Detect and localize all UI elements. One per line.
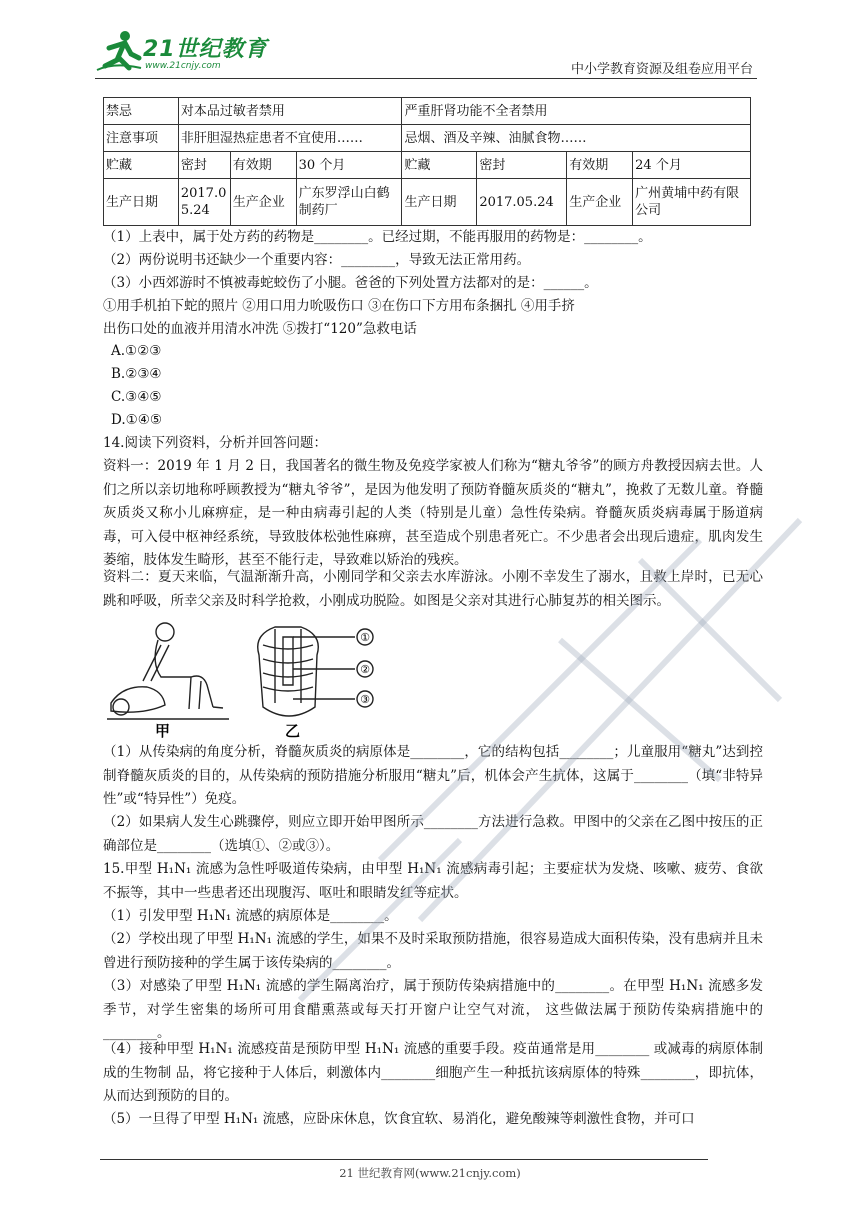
table-cell: 贮藏: [402, 152, 477, 179]
drug-info-table: [103, 97, 751, 226]
table-cell: 有效期: [230, 152, 296, 179]
table-cell: 生产企业: [230, 179, 296, 226]
option-d: D.①④⑤: [111, 412, 162, 428]
option-a: A.①②③: [111, 343, 162, 359]
logo: [95, 28, 285, 76]
table-cell: 生产日期: [402, 179, 477, 226]
option-c: C.③④⑤: [111, 389, 162, 405]
table-row: [104, 179, 751, 226]
q15-part4: （4）接种甲型 H₁N₁ 流感疫苗是预防甲型 H₁N₁ 流感的重要手段。疫苗通常是用________ 或减毒的病原体制成的生物制 品，将它接种于人体后，刺激体内________细胞产生一种抵抗该病原体的特殊________，即抗体，从而达到预防的目的。: [103, 1041, 763, 1104]
q13-part2: （2）两份说明书还缺少一个重要内容：________，导致无法正常用药。: [103, 252, 531, 268]
table-cell: 有效期: [567, 152, 633, 179]
runner-logo-icon: [95, 28, 143, 74]
q15-part5: （5）一旦得了甲型 H₁N₁ 流感，应卧床休息，饮食宜软、易消化，避免酸辣等刺激性食物，并可口: [103, 1111, 695, 1127]
page-footer: 21 世纪教育网(www.21cnjy.com): [339, 1166, 521, 1180]
table-cell: 严重肝肾功能不全者禁用: [402, 98, 751, 125]
logo-url: www.21cnjy.com: [145, 61, 221, 71]
q13-part1: （1）上表中，属于处方药的药物是________。已经过期，不能再服用的药物是：________。: [103, 229, 652, 245]
table-cell: 广东罗浮山白鹤制药厂: [296, 179, 402, 226]
q15-part1: （1）引发甲型 H₁N₁ 流感的病原体是________。: [103, 908, 398, 924]
table-cell: 生产日期: [104, 179, 179, 226]
table-cell: 生产企业: [567, 179, 633, 226]
table-cell: 禁忌: [104, 98, 179, 125]
table-cell: 注意事项: [104, 125, 179, 152]
table-cell: 24 个月: [633, 152, 751, 179]
logo-text: 21世纪教育: [143, 37, 268, 62]
q14-material-2: 资料二：夏天来临，气温渐渐升高，小刚同学和父亲去水库游泳。小刚不幸发生了溺水，且救上岸时，已无心跳和呼吸，所幸父亲及时科学抢救，小刚成功脱险。如图是父亲对其进行心肺复苏的相关图示。: [103, 569, 763, 609]
option-b: B.②③④: [111, 366, 162, 382]
figure-label-yi: 乙: [285, 722, 301, 740]
figure-label-jia: 甲: [155, 722, 171, 740]
table-cell: 密封: [178, 152, 230, 179]
table-cell: 广州黄埔中药有限公司: [633, 179, 751, 226]
q15-stem: 15.甲型 H₁N₁ 流感为急性呼吸道传染病，由甲型 H₁N₁ 流感病毒引起；主要症状为发烧、咳嗽、疲劳、食欲不振等，其中一些患者还出现腹泻、呕吐和眼睛发红等症状。: [103, 861, 763, 901]
table-cell: 贮藏: [104, 152, 179, 179]
q15-part2: （2）学校出现了甲型 H₁N₁ 流感的学生，如果不及时采取预防措施，很容易造成大面积传染，没有患病并且未曾进行预防接种的学生属于该传染病的________。: [103, 931, 763, 971]
marker-1-text: ①: [360, 631, 370, 644]
table-row: [104, 125, 751, 152]
cpr-figure: [103, 615, 403, 740]
q14-title: 14.阅读下列资料，分析并回答问题：: [103, 435, 327, 451]
q14-answer-1: （1）从传染病的角度分析，脊髓灰质炎的病原体是________，它的结构包括________；儿童服用“糖丸”达到控制脊髓灰质炎的目的，从传染病的预防措施分析服用“糖丸”后，机体会产生抗体，这属于________（填“非特异性”或“特异性”）免疫。: [103, 744, 763, 807]
table-cell: 30 个月: [296, 152, 402, 179]
q14-material-1: 资料一：2019 年 1 月 2 日，我国著名的微生物及免疫学家被人们称为“糖丸爷爷”的顾方舟教授因病去世。人们之所以亲切地称呼顾教授为“糖丸爷爷”，是因为他发明了预防脊髓灰质炎的“糖丸”，挽救了无数儿童。脊髓灰质炎又称小儿麻痹症，是一种由病毒引起的人类（特别是儿童）急性传染病。脊髓灰质炎病毒属于肠道病毒，可入侵中枢神经系统，导致肢体松弛性麻痹，甚至造成个别患者死亡。不少患者会出现后遗症，肌肉发生萎缩，肢体发生畸形，甚至不能行走，导致难以矫治的残疾。: [103, 458, 763, 568]
platform-name: 中小学教育资源及组卷应用平台: [570, 62, 753, 77]
cpr-illustration: [103, 615, 403, 740]
page-header: [95, 28, 757, 79]
table-cell: 对本品过敏者禁用: [178, 98, 402, 125]
q14-answer-2: （2）如果病人发生心跳骤停，则应立即开始甲图所示________方法进行急救。甲图中的父亲在乙图中按压的正确部位是________（选填①、②或③）。: [103, 814, 763, 854]
table-cell: 2017.05.24: [178, 179, 230, 226]
table-cell: 忌烟、酒及辛辣、油腻食物……: [402, 125, 751, 152]
marker-3-text: ③: [360, 693, 370, 706]
q13-list-line1: ①用手机拍下蛇的照片 ②用口用力吮吸伤口 ③在伤口下方用布条捆扎 ④用手挤: [103, 298, 575, 314]
q15-part3: （3）对感染了甲型 H₁N₁ 流感的学生隔离治疗，属于预防传染病措施中的________。在甲型 H₁N₁ 流感多发季节，对学生密集的场所可用食醋熏蒸或每天打开窗户让空气对流， 这些做法属于预防传染病措施中的________。: [103, 978, 763, 1041]
q13-list-line2: 出伤口处的血液并用清水冲洗 ⑤拨打“120”急救电话: [103, 321, 417, 337]
q13-part3: （3）小西郊游时不慎被毒蛇蛟伤了小腿。爸爸的下列处置方法都对的是：______。: [103, 275, 598, 291]
table-row: [104, 152, 751, 179]
table-cell: 密封: [477, 152, 567, 179]
table-row: [104, 98, 751, 125]
footer-divider: [100, 1159, 708, 1160]
table-cell: 2017.05.24: [477, 179, 567, 226]
marker-2-text: ②: [360, 663, 370, 676]
table-cell: 非肝胆湿热症患者不宜使用……: [178, 125, 402, 152]
